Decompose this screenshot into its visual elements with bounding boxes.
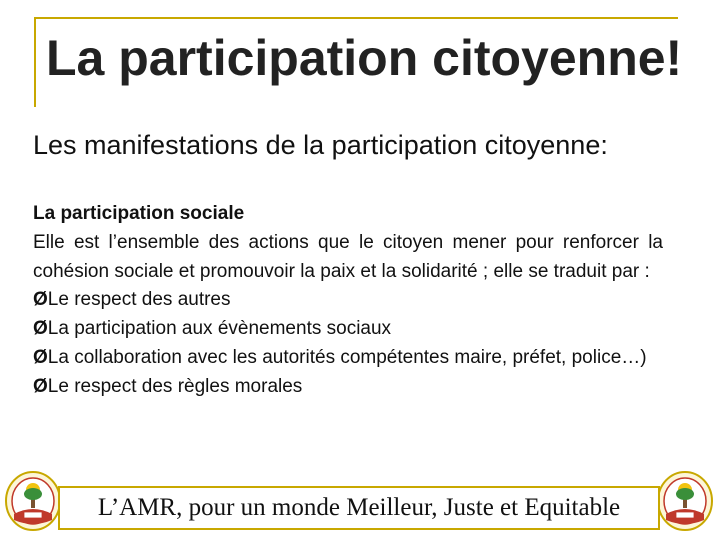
frame-top-line <box>34 17 678 19</box>
footer-slogan: L’AMR, pour un monde Meilleur, Juste et Equitable <box>58 486 660 530</box>
slide-body <box>33 200 663 402</box>
bullet-item <box>33 315 663 344</box>
bullet-item <box>33 286 663 315</box>
intro-paragraph: Elle est l’ensemble des actions que le citoyen mener pour renforcer la cohésion sociale et promouvoir la paix et la solidarité ; elle se traduit par : <box>33 231 663 282</box>
amr-seal-logo-icon <box>4 470 62 532</box>
section-heading: La participation sociale <box>33 203 245 224</box>
bullet-item <box>33 373 663 402</box>
slide-subtitle: Les manifestations de la participation citoyenne: <box>33 130 608 160</box>
bullet-text: La collaboration avec les autorités compétentes maire, préfet, police…) <box>47 346 647 368</box>
bullet-text: Le respect des règles morales <box>47 375 303 397</box>
slide-title: La participation citoyenne! <box>46 30 683 86</box>
amr-seal-logo-icon <box>656 470 714 532</box>
frame-left-line <box>34 17 36 107</box>
bullet-item <box>33 344 663 373</box>
bullet-text: Le respect des autres <box>47 289 231 311</box>
bullet-text: La participation aux évènements sociaux <box>47 318 392 340</box>
